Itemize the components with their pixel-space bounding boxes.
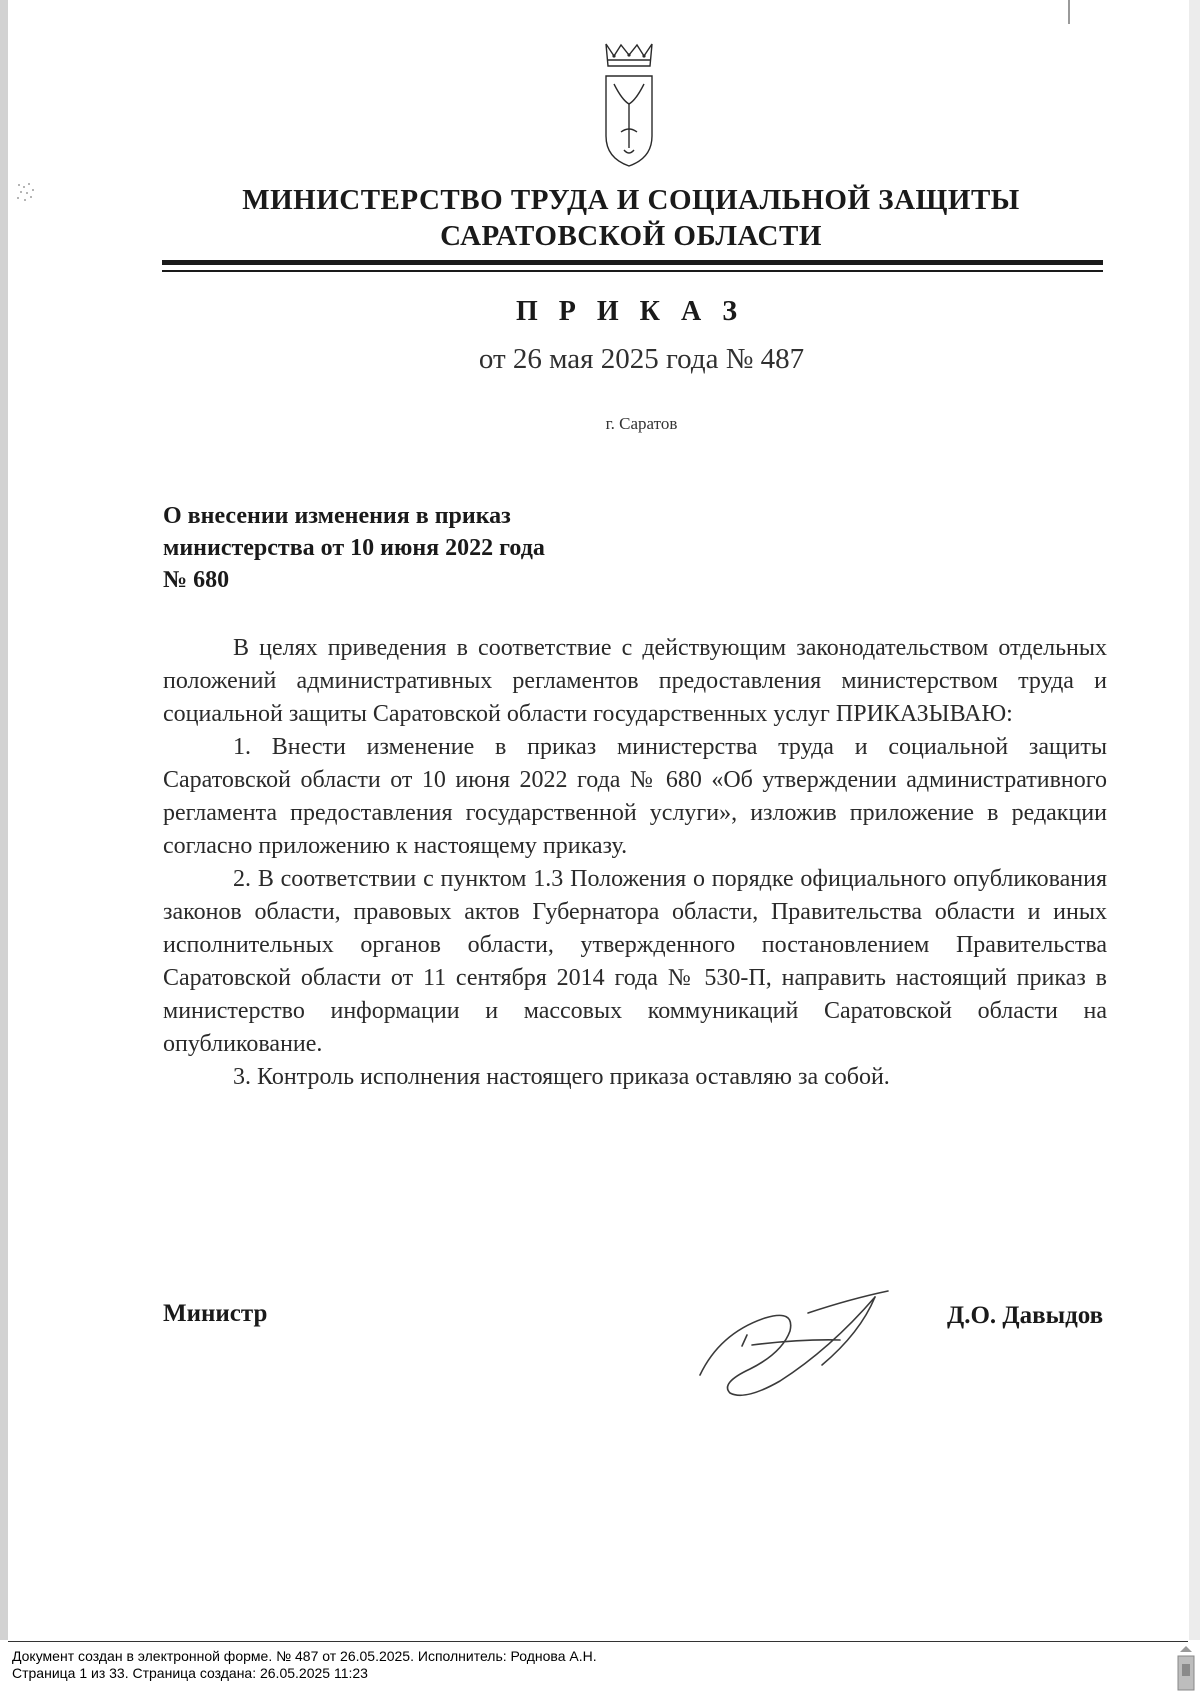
footer-line-1: Документ создан в электронной форме. № 487 от 26.05.2025. Исполнитель: Роднова А.Н. bbox=[12, 1648, 597, 1664]
signatory-name: Д.О. Давыдов bbox=[947, 1302, 1104, 1329]
header-divider bbox=[162, 260, 1103, 265]
scan-edge-right bbox=[1189, 0, 1200, 1640]
issue-city: г. Саратов bbox=[605, 414, 678, 433]
footer-stamp-icon bbox=[1175, 1642, 1197, 1692]
subject-line: министерства от 10 июня 2022 года bbox=[163, 535, 545, 561]
preamble-paragraph: В целях приведения в соответствие с действующим законодательством отдельных положений административных регламентов предоставления министерством труда и социальной защиты Саратовской области государственных услуг ПРИКАЗЫВАЮ: bbox=[163, 635, 1107, 727]
clause-2: 2. В соответствии с пунктом 1.3 Положения о порядке официального опубликования законов области, правовых актов Губернатора области, Правительства области и иных исполнительных органов области, утвержденного постановлением Правительства Саратовской области от 11 сентября 2014 года № 530-П, направить настоящий приказ в министерство информации и массовых коммуникаций Саратовской области на опубликование. bbox=[163, 866, 1107, 1057]
ministry-name-line1: МИНИСТЕРСТВО ТРУДА И СОЦИАЛЬНОЙ ЗАЩИТЫ bbox=[242, 184, 1020, 216]
subject-line: № 680 bbox=[163, 567, 230, 593]
order-date-number: от 26 мая 2025 года № 487 bbox=[478, 343, 805, 375]
coat-of-arms-icon bbox=[600, 40, 658, 170]
handwritten-signature bbox=[690, 1283, 940, 1398]
signatory-role: Министр bbox=[163, 1300, 268, 1327]
footer-line-2: Страница 1 из 33. Страница создана: 26.05.2025 11:23 bbox=[12, 1665, 368, 1681]
scan-mark bbox=[1068, 0, 1070, 24]
footer-divider bbox=[8, 1641, 1188, 1642]
document-type-title: П Р И К А З bbox=[516, 296, 744, 327]
scan-noise bbox=[14, 180, 44, 210]
order-body bbox=[163, 632, 1107, 1094]
ministry-header bbox=[160, 182, 1102, 254]
scan-edge-left bbox=[0, 0, 8, 1640]
order-subject bbox=[163, 500, 683, 596]
ministry-name-line2: САРАТОВСКОЙ ОБЛАСТИ bbox=[440, 220, 822, 252]
subject-line: О внесении изменения в приказ bbox=[163, 503, 511, 529]
clause-3: 3. Контроль исполнения настоящего приказа оставляю за собой. bbox=[233, 1064, 890, 1090]
electronic-document-footer bbox=[12, 1648, 1162, 1682]
header-divider-thin bbox=[162, 270, 1103, 272]
clause-1: 1. Внести изменение в приказ министерства труда и социальной защиты Саратовской области от 10 июня 2022 года № 680 «Об утверждении административного регламента предоставления государственной услуги», изложив приложение в редакции согласно приложению к настоящему приказу. bbox=[163, 734, 1107, 859]
